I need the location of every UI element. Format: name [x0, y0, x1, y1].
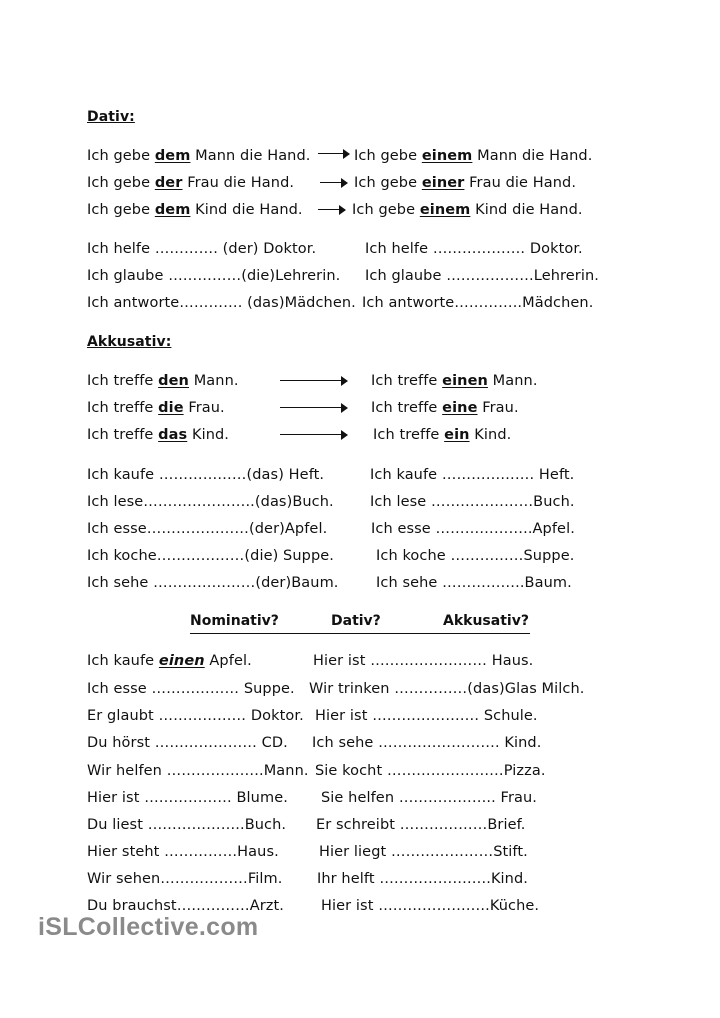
example-text: Frau die Hand. — [464, 175, 577, 191]
example-text: Frau die Hand. — [182, 175, 295, 191]
example-text: Kind die Hand. — [190, 202, 303, 218]
akkusativ-exercise-right: Ich sehe ……………..Baum. — [376, 575, 572, 591]
example-text: Ich treffe — [87, 400, 159, 416]
definite-article: den — [158, 373, 189, 389]
example-text: Mann. — [188, 373, 239, 389]
example-text: Ich gebe — [87, 202, 155, 218]
definite-article: der — [154, 175, 183, 191]
akkusativ-exercise-left: Ich esse…………………(der)Apfel. — [87, 521, 328, 537]
dativ-example-left — [87, 174, 294, 192]
definite-article: dem — [154, 148, 191, 164]
example-text: Ich treffe — [373, 427, 445, 443]
arrow-icon — [280, 430, 348, 440]
mixed-exercise-right: Er schreibt ………………Brief. — [316, 817, 526, 833]
akkusativ-example-left — [87, 399, 225, 417]
mixed-exercise-right: Wir trinken ……………(das)Glas Milch. — [309, 681, 585, 697]
akkusativ-exercise-left: Ich kaufe ………………(das) Heft. — [87, 467, 325, 483]
dativ-example-right — [354, 147, 592, 165]
dativ-heading: Dativ: — [87, 109, 135, 125]
dativ-example-left — [87, 201, 303, 219]
akkusativ-exercise-right: Ich esse ………………..Apfel. — [371, 521, 575, 537]
akkusativ-exercise-left: Ich sehe …………………(der)Baum. — [87, 575, 339, 591]
case-question-heading — [190, 613, 530, 634]
heading-nominativ: Nominativ? — [190, 613, 279, 629]
indefinite-article: einen — [442, 373, 488, 389]
example-text: Ich gebe — [352, 202, 420, 218]
example-answer: einen — [158, 653, 205, 669]
mixed-exercise-right: Sie kocht ……………………Pizza. — [315, 763, 546, 779]
akkusativ-exercise-left: Ich lese…………………..(das)Buch. — [87, 494, 334, 510]
mixed-exercise-right: Hier liegt …………………Stift. — [319, 844, 528, 860]
example-text: Mann. — [487, 373, 538, 389]
indefinite-article: ein — [444, 427, 470, 443]
example-text: Ich gebe — [87, 148, 155, 164]
example-text: Kind. — [469, 427, 512, 443]
akkusativ-example-right — [371, 372, 538, 390]
indefinite-article: einem — [419, 202, 471, 218]
example-text: Apfel. — [204, 653, 252, 669]
indefinite-article: einem — [421, 148, 473, 164]
arrow-icon — [280, 403, 348, 413]
example-text: Ich gebe — [354, 148, 422, 164]
mixed-exercise-left: Er glaubt ……………… Doktor. — [87, 708, 304, 724]
arrow-icon — [280, 376, 348, 386]
dativ-exercise-right: Ich antworte…………..Mädchen. — [362, 295, 594, 311]
dativ-exercise-right: Ich glaube ………………Lehrerin. — [365, 268, 599, 284]
mixed-exercise-left: Du hörst ………………… CD. — [87, 735, 288, 751]
dativ-exercise-left: Ich helfe …………. (der) Doktor. — [87, 241, 317, 257]
mixed-exercise-left: Hier ist ……………… Blume. — [87, 790, 288, 806]
example-text: Mann die Hand. — [472, 148, 593, 164]
heading-akkusativ: Akkusativ? — [443, 613, 529, 629]
dativ-example-right — [352, 201, 583, 219]
example-text: Frau. — [477, 400, 519, 416]
dativ-exercise-right: Ich helfe ………………. Doktor. — [365, 241, 583, 257]
indefinite-article: einer — [421, 175, 465, 191]
mixed-exercise-right: Ich sehe ……………………. Kind. — [312, 735, 542, 751]
example-text: Ich treffe — [371, 400, 443, 416]
example-text: Ich gebe — [354, 175, 422, 191]
example-text: Kind. — [187, 427, 229, 443]
example-text: Ich treffe — [371, 373, 443, 389]
mixed-exercise-right: Hier ist …………………. Schule. — [315, 708, 538, 724]
example-text: Ich treffe — [87, 427, 159, 443]
akkusativ-exercise-right: Ich kaufe ………………. Heft. — [370, 467, 575, 483]
mixed-exercise-left: Du brauchst……………Arzt. — [87, 898, 284, 914]
dativ-example-right — [354, 174, 576, 192]
arrow-icon — [318, 205, 346, 215]
akkusativ-example-right — [373, 426, 511, 444]
mixed-exercise-right: Hier ist …………………… Haus. — [313, 653, 534, 669]
mixed-exercise-right: Sie helfen ……………….. Frau. — [321, 790, 537, 806]
akkusativ-heading: Akkusativ: — [87, 334, 172, 350]
example-text: Frau. — [183, 400, 225, 416]
dativ-exercise-left: Ich antworte…………. (das)Mädchen. — [87, 295, 356, 311]
definite-article: das — [158, 427, 188, 443]
mixed-exercise-left: Ich esse ……………… Suppe. — [87, 681, 295, 697]
definite-article: die — [158, 400, 184, 416]
definite-article: dem — [154, 202, 191, 218]
akkusativ-example-left — [87, 426, 229, 444]
mixed-exercise-left: Hier steht ……………Haus. — [87, 844, 279, 860]
dativ-exercise-left: Ich glaube ……………(die)Lehrerin. — [87, 268, 341, 284]
akkusativ-exercise-right: Ich lese …………………Buch. — [370, 494, 575, 510]
arrow-icon — [318, 149, 350, 159]
akkusativ-exercise-right: Ich koche ……………Suppe. — [376, 548, 575, 564]
mixed-example — [87, 652, 252, 670]
example-text: Ich gebe — [87, 175, 155, 191]
akkusativ-example-left — [87, 372, 239, 390]
dativ-example-left — [87, 147, 311, 165]
site-watermark: iSLCollective.com — [38, 913, 259, 941]
mixed-exercise-right: Ihr helft …………………..Kind. — [317, 871, 528, 887]
example-text: Kind die Hand. — [470, 202, 583, 218]
akkusativ-example-right — [371, 399, 519, 417]
example-text: Mann die Hand. — [190, 148, 311, 164]
heading-dativ: Dativ? — [331, 613, 381, 629]
akkusativ-exercise-left: Ich koche………………(die) Suppe. — [87, 548, 334, 564]
example-text: Ich treffe — [87, 373, 159, 389]
indefinite-article: eine — [442, 400, 478, 416]
mixed-exercise-right: Hier ist …………………..Küche. — [321, 898, 540, 914]
example-text: Ich kaufe — [87, 653, 159, 669]
mixed-exercise-left: Wir helfen ………………..Mann. — [87, 763, 309, 779]
mixed-exercise-left: Du liest ………………..Buch. — [87, 817, 287, 833]
mixed-exercise-left: Wir sehen………………Film. — [87, 871, 283, 887]
arrow-icon — [320, 178, 348, 188]
